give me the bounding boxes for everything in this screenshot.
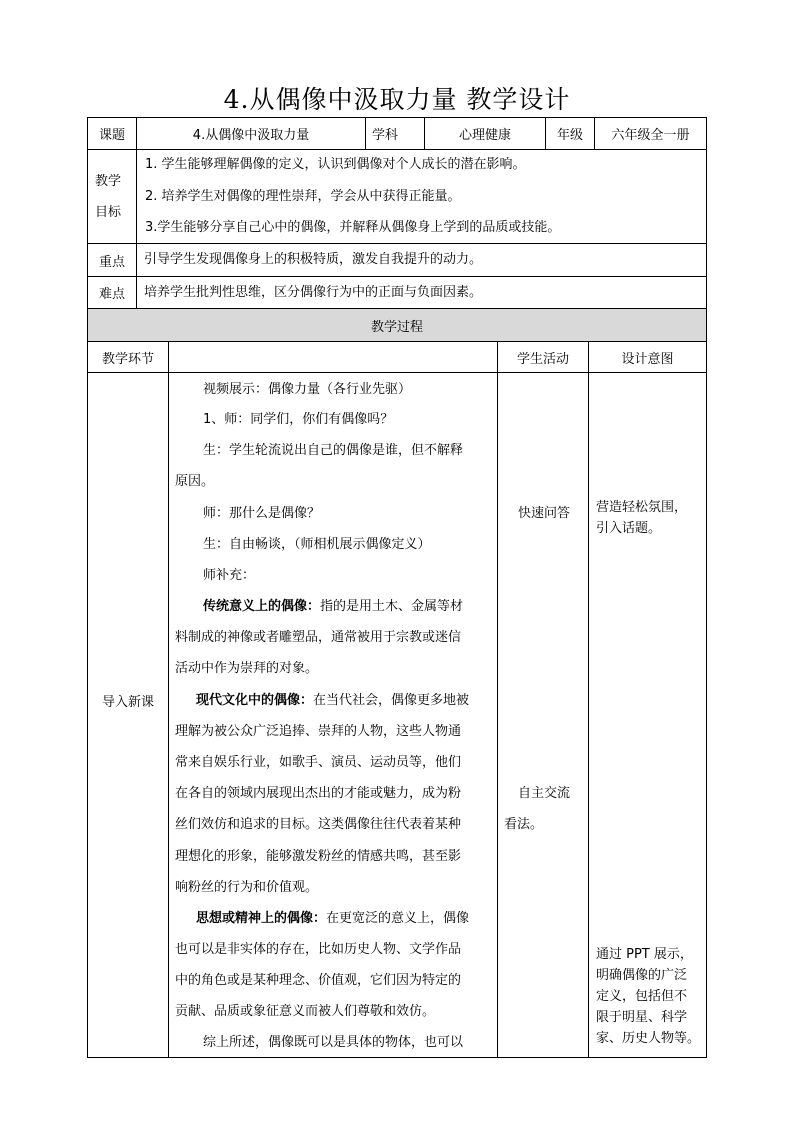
design-intent-line: 营造轻松氛围，: [596, 500, 688, 515]
table-line: [87, 372, 707, 373]
content-line: 中的角色或是某种理念、价值观，它们因为特定的: [175, 973, 462, 988]
key-point-value: 引导学生发现偶像身上的积极特质，激发自我提升的动力。: [144, 252, 483, 267]
content-bold-heading: 现代文化中的偶像：: [196, 693, 314, 708]
content-line-text: 在更宽泛的意义上，偶像: [326, 911, 470, 926]
content-line: [196, 912, 469, 925]
key-point-label: 重点: [98, 254, 125, 270]
table-line: [168, 341, 169, 1058]
content-line: 贡献、品质或象征意义而被人们尊敬和效仿。: [175, 1004, 436, 1019]
student-activity: 看法。: [504, 817, 544, 832]
objectives-label-line1: 教学: [95, 174, 122, 189]
difficulty-label: 难点: [98, 287, 125, 302]
objective-item: 1. 学生能够理解偶像的定义，认识到偶像对个人成长的潜在影响。: [145, 157, 526, 172]
column-header-intent: 设计意图: [621, 351, 674, 367]
table-line: [706, 117, 707, 1058]
content-line: [196, 694, 469, 707]
design-intent-line: 通过 PPT 展示，: [596, 947, 693, 962]
course-label: 课题: [98, 128, 125, 143]
course-value: 4.从偶像中汲取力量: [192, 128, 310, 143]
content-line: 丝们效仿和追求的目标。这类偶像往往代表着某种: [175, 817, 462, 832]
content-line-text: 在当代社会，偶像更多地被: [313, 693, 470, 708]
content-bold-heading: 传统意义上的偶像：: [203, 599, 321, 614]
design-intent-line: 家、历史人物等。: [596, 1031, 701, 1046]
grade-label: 年级: [556, 128, 583, 143]
table-line: [497, 341, 498, 1058]
content-line: 1、师：同学们，你们有偶像吗？: [203, 412, 394, 427]
content-line-text: 指的是用土木、金属等材: [320, 599, 464, 614]
content-line: 料制成的神像或者雕塑品，通常被用于宗教或迷信: [175, 630, 462, 645]
content-line: 生：自由畅谈，（师相机展示偶像定义）: [203, 537, 431, 552]
stage-name: 导入新课: [101, 694, 154, 710]
content-line: 响粉丝的行为和价值观。: [175, 880, 319, 895]
column-header-activity: 学生活动: [516, 351, 569, 367]
design-intent-line: 限于明星、科学: [596, 1010, 688, 1025]
objectives-label-line2: 目标: [95, 205, 122, 220]
grade-value: 六年级全一册: [611, 128, 690, 143]
content-line: 师补充：: [203, 568, 256, 583]
design-intent-line: 定义，包括但不: [596, 989, 688, 1004]
content-line: 活动中作为崇拜的对象。: [175, 661, 319, 676]
content-line: 理解为被公众广泛追捧、崇拜的人物，这些人物通: [175, 724, 462, 739]
column-header-stage: 教学环节: [101, 351, 154, 367]
content-line: 理想化的形象，能够激发粉丝的情感共鸣，甚至影: [175, 849, 462, 864]
table-line: [588, 341, 589, 1058]
subject-value: 心理健康: [458, 128, 511, 143]
content-line: 生：学生轮流说出自己的偶像是谁，但不解释: [203, 443, 464, 458]
student-activity: 快速问答: [518, 506, 571, 521]
content-line: 也可以是非实体的存在，比如历史人物、文学作品: [175, 942, 462, 957]
content-line: 常来自娱乐行业，如歌手、演员、运动员等，他们: [175, 755, 462, 770]
content-bold-heading: 思想或精神上的偶像：: [196, 911, 327, 926]
content-line: 综上所述，偶像既可以是具体的物体，也可以: [203, 1035, 464, 1050]
content-line: 视频展示：偶像力量（各行业先驱）: [203, 382, 412, 397]
process-header: 教学过程: [370, 319, 423, 335]
content-line: [203, 600, 463, 613]
table-line: [87, 276, 707, 277]
student-activity: 自主交流: [518, 786, 571, 801]
content-line: 师：那什么是偶像？: [203, 506, 321, 521]
design-intent-line: 明确偶像的广泛: [596, 968, 688, 983]
table-line: [87, 1057, 707, 1058]
design-intent: [596, 497, 687, 539]
content-line: 在各自的领域内展现出杰出的才能或魅力，成为粉: [175, 786, 462, 801]
difficulty-value: 培养学生批判性思维，区分偶像行为中的正面与负面因素。: [144, 285, 483, 300]
design-intent: [596, 944, 700, 1049]
objective-item: 3.学生能够分享自己心中的偶像，并解释从偶像身上学到的品质或技能。: [145, 220, 561, 235]
table-line: [87, 149, 707, 150]
content-line: 原因。: [175, 474, 215, 489]
objective-item: 2. 培养学生对偶像的理性崇拜，学会从中获得正能量。: [145, 189, 461, 204]
table-line: [87, 243, 707, 244]
document-title: 4.从偶像中汲取力量 教学设计: [223, 85, 571, 114]
subject-label: 学科: [371, 128, 398, 143]
design-intent-line: 引入话题。: [596, 521, 662, 536]
